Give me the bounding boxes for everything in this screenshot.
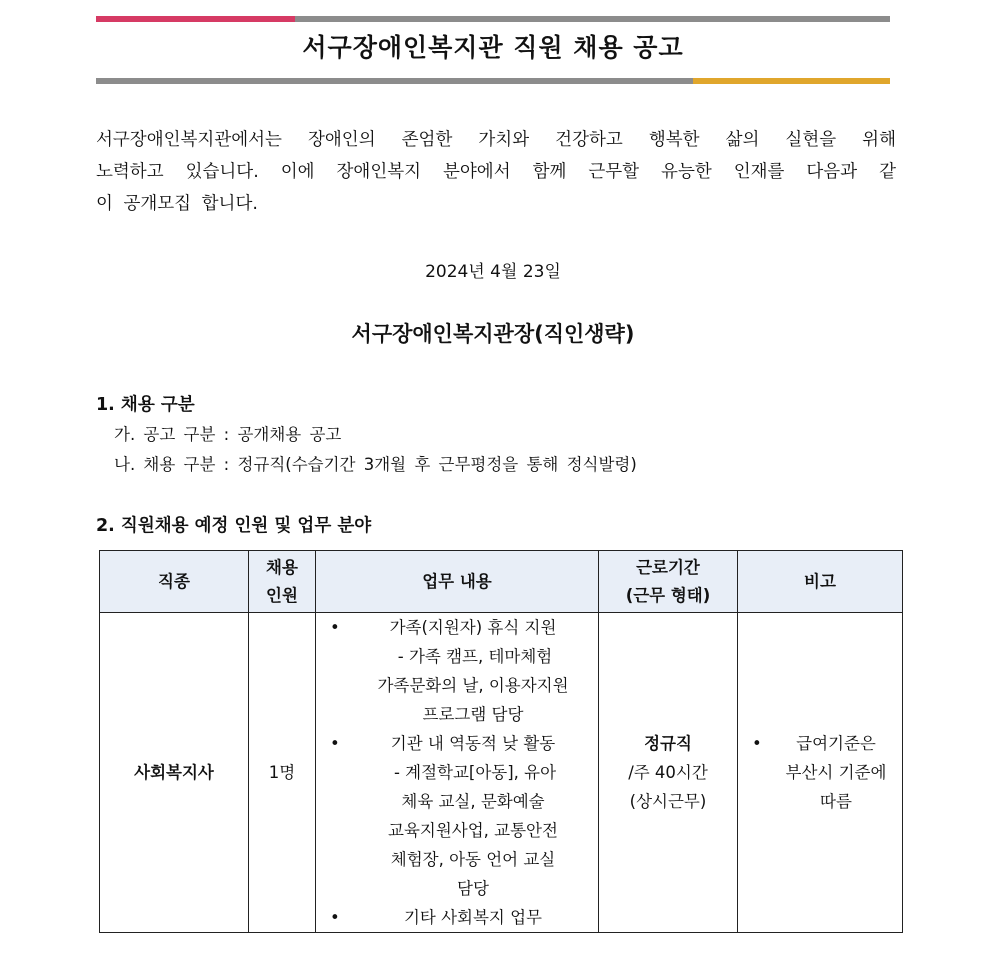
cell-note — [738, 613, 903, 933]
header-period-line: 근로기간 — [636, 557, 700, 577]
duty-detail: 체육 교실, 문화예술 — [401, 792, 545, 811]
page-title: 서구장애인복지관 직원 채용 공고 — [302, 33, 684, 62]
period-type: 정규직 — [644, 734, 692, 753]
section-heading-recruitment-type: 1. 채용 구분 — [96, 395, 195, 415]
cell-job: 사회복지사 — [100, 613, 249, 933]
bottom-bar-gray — [96, 78, 693, 84]
period-hours: /주 40시간 — [628, 763, 708, 782]
top-bar-gray — [295, 16, 890, 22]
duty-title: 가족(지원자) 휴식 지원 — [389, 618, 557, 637]
header-job: 직종 — [100, 551, 249, 613]
duty-title: 기타 사회복지 업무 — [403, 908, 542, 927]
section1-item: 가. 공고 구분 : 공개채용 공고 — [114, 425, 342, 444]
header-note: 비고 — [738, 551, 903, 613]
notice-date: 2024년 4월 23일 — [425, 262, 561, 282]
duty-detail: - 계절학교[아동], 유아 — [393, 763, 557, 782]
intro-line: 서구장애인복지관에서는 장애인의 존엄한 가치와 건강하고 행복한 삶의 실현을 위해 — [96, 130, 896, 150]
section1-item: 나. 채용 구분 : 정규직(수습기간 3개월 후 근무평정을 통해 정식발령) — [114, 455, 637, 474]
positions-table — [99, 550, 903, 933]
cell-period — [599, 613, 738, 933]
header-period — [599, 551, 738, 613]
duty-detail: 가족문화의 날, 이용자지원 — [377, 676, 569, 695]
duty-title: 기관 내 역동적 낮 활동 — [390, 734, 556, 753]
duty-item — [326, 903, 592, 932]
note-item — [748, 729, 896, 816]
duty-detail: - 가족 캠프, 테마체험 — [397, 647, 553, 666]
intro-line: 노력하고 있습니다. 이에 장애인복지 분야에서 함께 근무할 유능한 인재를 다음과 같 — [96, 162, 896, 182]
note-line: 부산시 기준에 — [785, 763, 887, 782]
cell-duties — [316, 613, 599, 933]
header-count — [249, 551, 316, 613]
note-list — [738, 729, 902, 816]
header-period-line: (근무 형태) — [625, 585, 711, 605]
table-row — [100, 613, 903, 933]
header-duties: 업무 내용 — [316, 551, 599, 613]
header-count-line: 인원 — [266, 585, 298, 605]
duty-detail: 프로그램 담당 — [422, 705, 524, 724]
duties-list — [316, 613, 598, 932]
duty-detail: 담당 — [457, 879, 489, 898]
duty-item — [326, 729, 592, 903]
top-bar-accent — [96, 16, 295, 22]
header-count-line: 채용 — [266, 557, 298, 577]
duty-item — [326, 613, 592, 729]
bottom-bar-accent — [693, 78, 890, 84]
cell-count: 1명 — [249, 613, 316, 933]
note-line: • 급여기준은 — [796, 734, 876, 753]
duty-detail: 체험장, 아동 언어 교실 — [390, 850, 556, 869]
table-header-row — [100, 551, 903, 613]
section-heading-positions: 2. 직원채용 예정 인원 및 업무 분야 — [96, 516, 372, 536]
duty-detail: 교육지원사업, 교통안전 — [388, 821, 558, 840]
intro-paragraph — [96, 124, 896, 220]
organization-signature: 서구장애인복지관장(직인생략) — [351, 322, 635, 346]
note-line: 따름 — [820, 792, 852, 811]
period-mode: (상시근무) — [629, 792, 707, 811]
intro-line: 이 공개모집 합니다. — [96, 194, 258, 214]
